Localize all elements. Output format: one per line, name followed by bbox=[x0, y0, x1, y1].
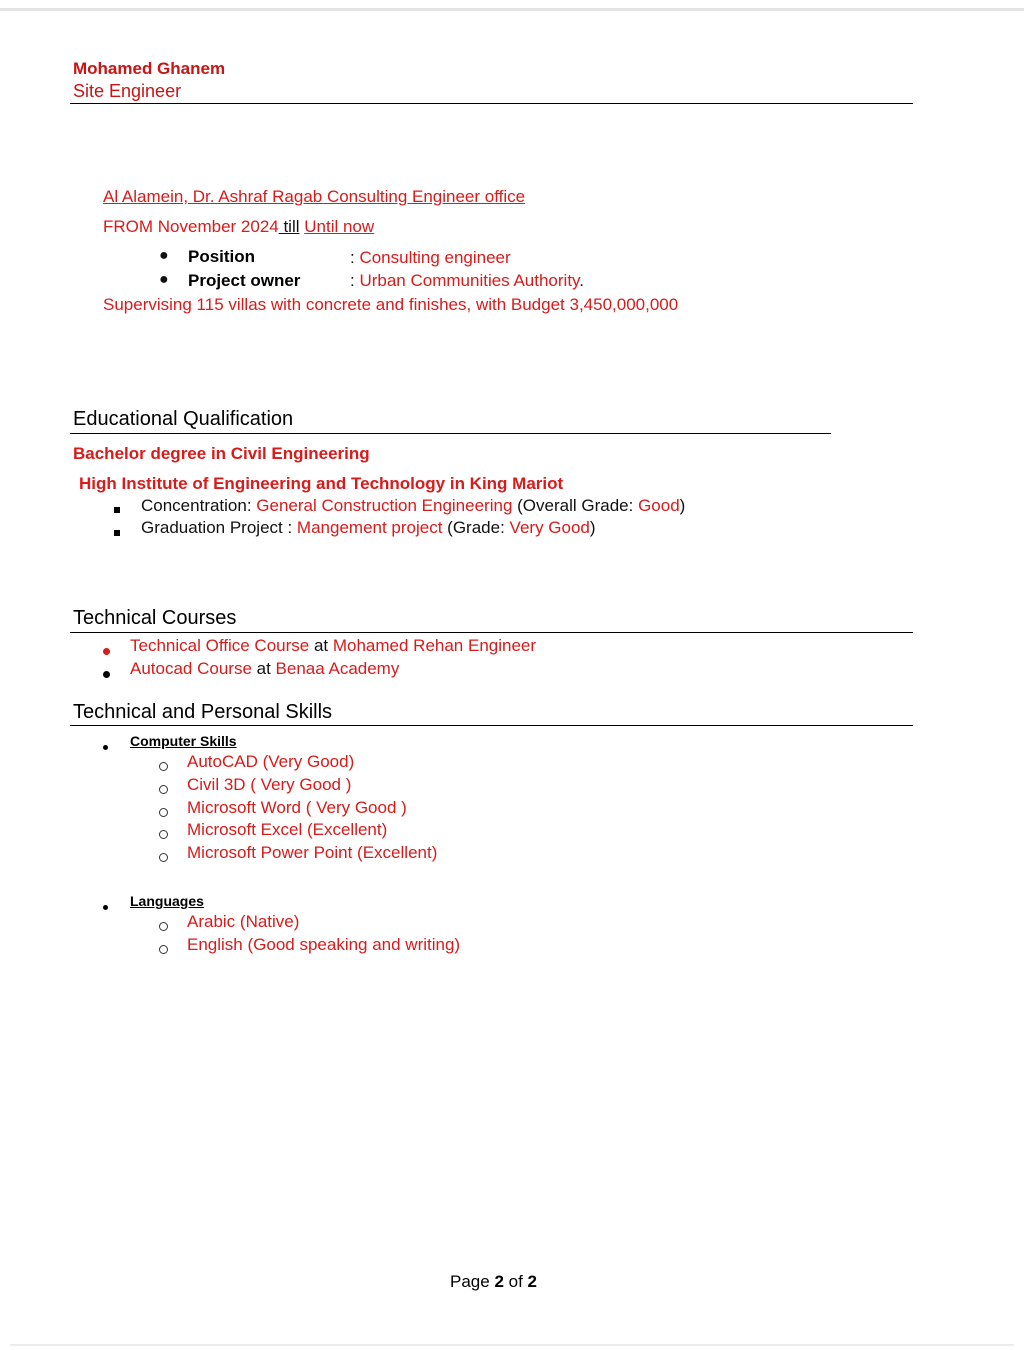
computer-skill-item: Microsoft Excel (Excellent) bbox=[187, 820, 388, 839]
languages-heading: Languages bbox=[130, 893, 204, 909]
computer-skills-heading: Computer Skills bbox=[130, 733, 237, 749]
experience-summary: Supervising 115 villas with concrete and finishes, with Budget 3,450,000,000 bbox=[103, 295, 679, 314]
computer-skill-item: Civil 3D ( Very Good ) bbox=[187, 775, 352, 794]
project-owner-value: : Urban Communities Authority. bbox=[350, 271, 585, 290]
page-bottom-edge bbox=[10, 1344, 1014, 1346]
experience-until: Until now bbox=[304, 217, 375, 236]
experience-from: FROM November 2024 bbox=[103, 217, 279, 236]
resume-name: Mohamed Ghanem bbox=[73, 59, 226, 78]
circle-bullet-icon bbox=[159, 758, 168, 776]
education-divider bbox=[70, 433, 831, 434]
courses-divider bbox=[70, 632, 913, 633]
page-number: Page 2 of 2 bbox=[450, 1272, 537, 1291]
language-item: English (Good speaking and writing) bbox=[187, 935, 461, 954]
bullet-icon: ● bbox=[159, 247, 169, 264]
position-value: : Consulting engineer bbox=[350, 248, 511, 267]
education-degree: Bachelor degree in Civil Engineering bbox=[73, 444, 370, 463]
resume-title: Site Engineer bbox=[73, 81, 182, 101]
bullet-icon bbox=[103, 897, 108, 915]
circle-bullet-icon bbox=[159, 918, 168, 936]
page-top-edge bbox=[0, 8, 1024, 11]
experience-detail-owner bbox=[159, 271, 169, 289]
position-label: Position bbox=[188, 247, 256, 266]
experience-detail-position bbox=[159, 247, 169, 265]
project-owner-label: Project owner bbox=[188, 271, 301, 290]
computer-skill-item: Microsoft Power Point (Excellent) bbox=[187, 843, 438, 862]
education-project: Graduation Project : Mangement project (Grade: Very Good) bbox=[141, 518, 596, 537]
header-divider bbox=[70, 103, 913, 104]
course-item: Technical Office Course at Mohamed Rehan Engineer bbox=[130, 636, 537, 655]
square-bullet-icon bbox=[114, 500, 120, 518]
education-concentration: Concentration: General Construction Engineering (Overall Grade: Good) bbox=[141, 496, 686, 515]
circle-bullet-icon bbox=[159, 941, 168, 959]
bullet-icon bbox=[103, 737, 108, 755]
education-heading: Educational Qualification bbox=[73, 408, 294, 430]
circle-bullet-icon bbox=[159, 826, 168, 844]
computer-skill-item: AutoCAD (Very Good) bbox=[187, 752, 355, 771]
bullet-icon: ● bbox=[159, 271, 169, 288]
experience-till: till bbox=[278, 217, 300, 236]
circle-bullet-icon bbox=[159, 804, 168, 822]
circle-bullet-icon bbox=[159, 781, 168, 799]
education-institute: High Institute of Engineering and Technology in King Mariot bbox=[79, 474, 564, 493]
bullet-icon bbox=[103, 665, 110, 683]
skills-divider bbox=[70, 725, 913, 726]
computer-skill-item: Microsoft Word ( Very Good ) bbox=[187, 798, 407, 817]
course-item: Autocad Course at Benaa Academy bbox=[130, 659, 400, 678]
red-bullet-icon bbox=[103, 642, 110, 660]
skills-heading: Technical and Personal Skills bbox=[73, 701, 333, 723]
experience-dates bbox=[103, 217, 374, 237]
courses-heading: Technical Courses bbox=[73, 607, 237, 629]
circle-bullet-icon bbox=[159, 849, 168, 867]
experience-company: Al Alamein, Dr. Ashraf Ragab Consulting Engineer office bbox=[103, 187, 526, 206]
language-item: Arabic (Native) bbox=[187, 912, 300, 931]
square-bullet-icon bbox=[114, 523, 120, 541]
